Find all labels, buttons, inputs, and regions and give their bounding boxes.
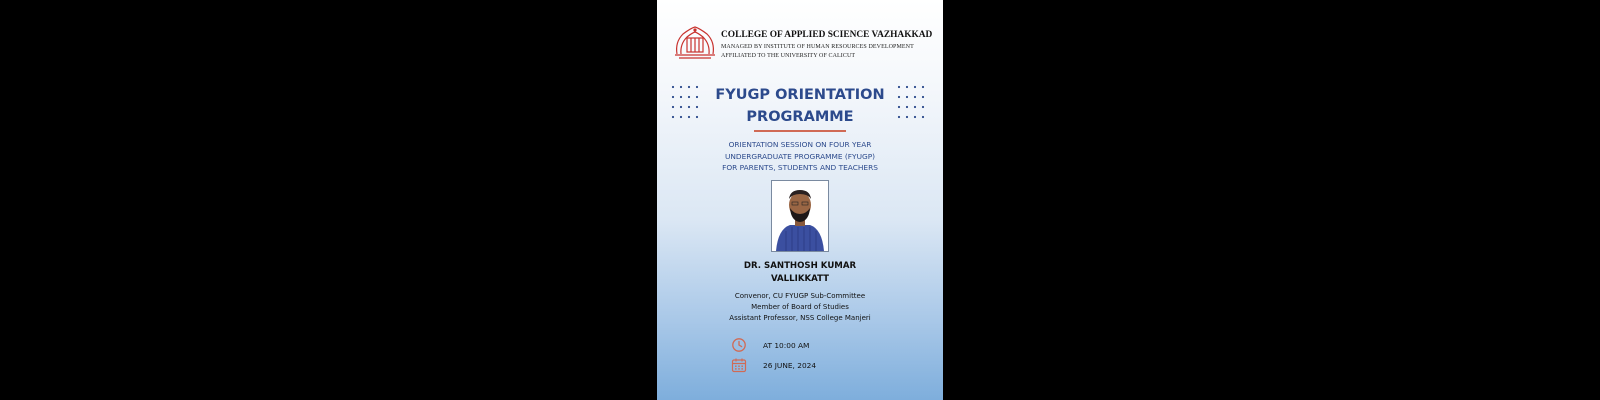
speaker-role: Member of Board of Studies [751,303,849,311]
college-managed-by: MANAGED BY INSTITUTE OF HUMAN RESOURCES DEVELOPMENT [721,44,914,50]
event-poster [657,0,943,400]
speaker-role: Convenor, CU FYUGP Sub-Committee [734,292,866,300]
speaker-role: Assistant Professor, NSS College Manjeri [729,314,871,322]
clock-icon [731,337,747,353]
speaker-photo [771,180,829,252]
event-title [657,84,943,128]
speaker-name [657,260,943,285]
event-subtitle-line-3: FOR PARENTS, STUDENTS AND TEACHERS [722,163,878,173]
event-subtitle-line-2: UNDERGRADUATE PROGRAMME (FYUGP) [724,151,876,161]
college-name: COLLEGE OF APPLIED SCIENCE VAZHAKKAD [721,30,933,40]
event-subtitle-line-1: ORIENTATION SESSION ON FOUR YEAR [728,140,872,149]
title-divider [754,130,846,132]
event-date: 26 JUNE, 2024 [763,361,817,370]
speaker-name-line-1: DR. SANTHOSH KUMAR [743,261,857,271]
event-title-line-1: FYUGP ORIENTATION [715,87,885,103]
calendar-icon [731,357,747,373]
event-time: AT 10:00 AM [763,341,810,350]
event-title-line-2: PROGRAMME [746,109,854,125]
college-emblem-logo [671,24,719,60]
speaker-name-line-2: VALLIKKATT [770,273,830,284]
college-affiliation: AFFILIATED TO THE UNIVERSITY OF CALICUT [721,53,856,59]
event-subtitle [657,139,943,174]
